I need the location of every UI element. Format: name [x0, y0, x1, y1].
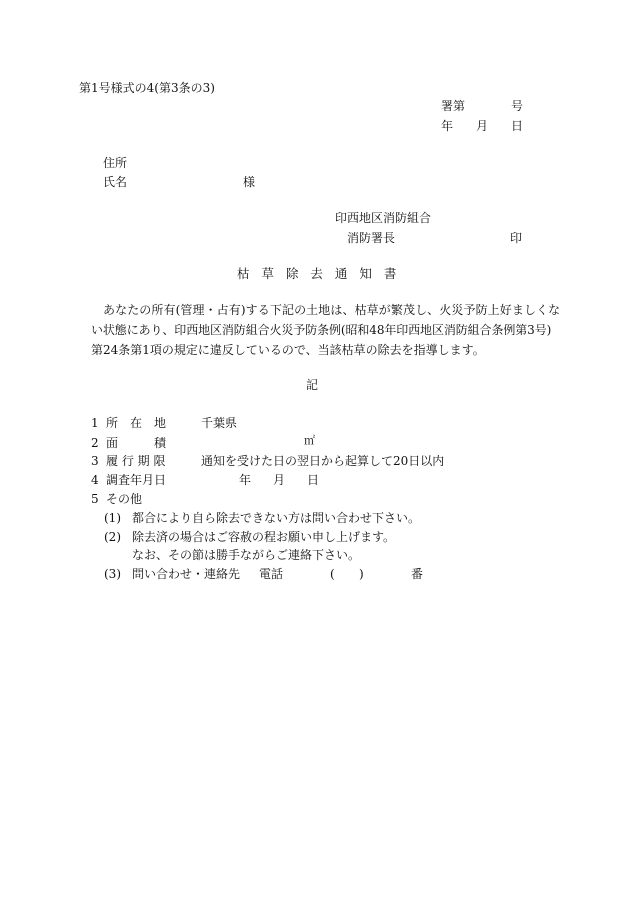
item-2-number: 2	[91, 436, 99, 450]
sender-title: 消防署長	[347, 231, 396, 245]
body-line-2: い状態にあり、印西地区消防組合火災予防条例(昭和48年印西地区消防組合条例第3号)	[91, 323, 552, 337]
body-line-3: 第24条第1項の規定に違反しているので、当該枯草の除去を指導します。	[91, 343, 485, 357]
item-4-year: 年	[239, 473, 252, 487]
note-2-number: (2)	[104, 530, 121, 544]
note-3-number: (3)	[104, 567, 121, 581]
item-2-unit: ㎡	[304, 434, 315, 447]
item-4-number: 4	[91, 473, 99, 487]
item-5-number: 5	[91, 492, 99, 506]
seal-mark: 印	[510, 231, 523, 245]
note-2-text-2: なお、その節は勝手ながらご連絡下さい。	[132, 548, 361, 562]
item-4-month: 月	[273, 473, 286, 487]
name-label: 氏名	[103, 175, 128, 189]
item-1-number: 1	[91, 416, 99, 430]
item-4-label: 調査年月日	[106, 473, 167, 487]
item-4-day: 日	[307, 473, 320, 487]
item-3-value: 通知を受けた日の翌日から起算して20日以内	[201, 454, 445, 468]
sender-org: 印西地区消防組合	[335, 211, 432, 225]
form-id: 第1号様式の4(第3条の3)	[79, 81, 215, 95]
note-3-ban: 番	[411, 567, 424, 581]
item-1-label: 所 在 地	[106, 416, 167, 430]
ki-heading: 記	[306, 378, 319, 392]
note-1-number: (1)	[104, 511, 121, 525]
item-3-number: 3	[91, 454, 99, 468]
item-1-value: 千葉県	[201, 416, 238, 430]
date-day: 日	[511, 119, 524, 133]
body-line-1: あなたの所有(管理・占有)する下記の土地は、枯草が繁茂し、火災予防上好ましくな	[103, 303, 561, 317]
note-3-tel-label: 電話	[259, 567, 284, 581]
address-label: 住所	[103, 156, 128, 170]
note-3-paren-close: )	[359, 567, 364, 581]
ref-no-prefix: 署第	[441, 99, 466, 113]
ref-no-suffix: 号	[511, 99, 524, 113]
date-month: 月	[476, 119, 489, 133]
note-2-text: 除去済の場合はご容赦の程お願い申し上げます。	[132, 530, 396, 544]
document-title: 枯 草 除 去 通 知 書	[237, 266, 397, 281]
honorific: 様	[243, 175, 256, 189]
note-3-text: 問い合わせ・連絡先	[132, 567, 241, 581]
item-3-label: 履 行 期 限	[106, 454, 166, 468]
note-3-paren-open: (	[330, 567, 335, 581]
date-year: 年	[441, 119, 454, 133]
item-5-label: その他	[106, 492, 143, 506]
note-1-text: 都合により自ら除去できない方は問い合わせ下さい。	[132, 511, 421, 525]
item-2-label: 面 積	[106, 436, 167, 450]
